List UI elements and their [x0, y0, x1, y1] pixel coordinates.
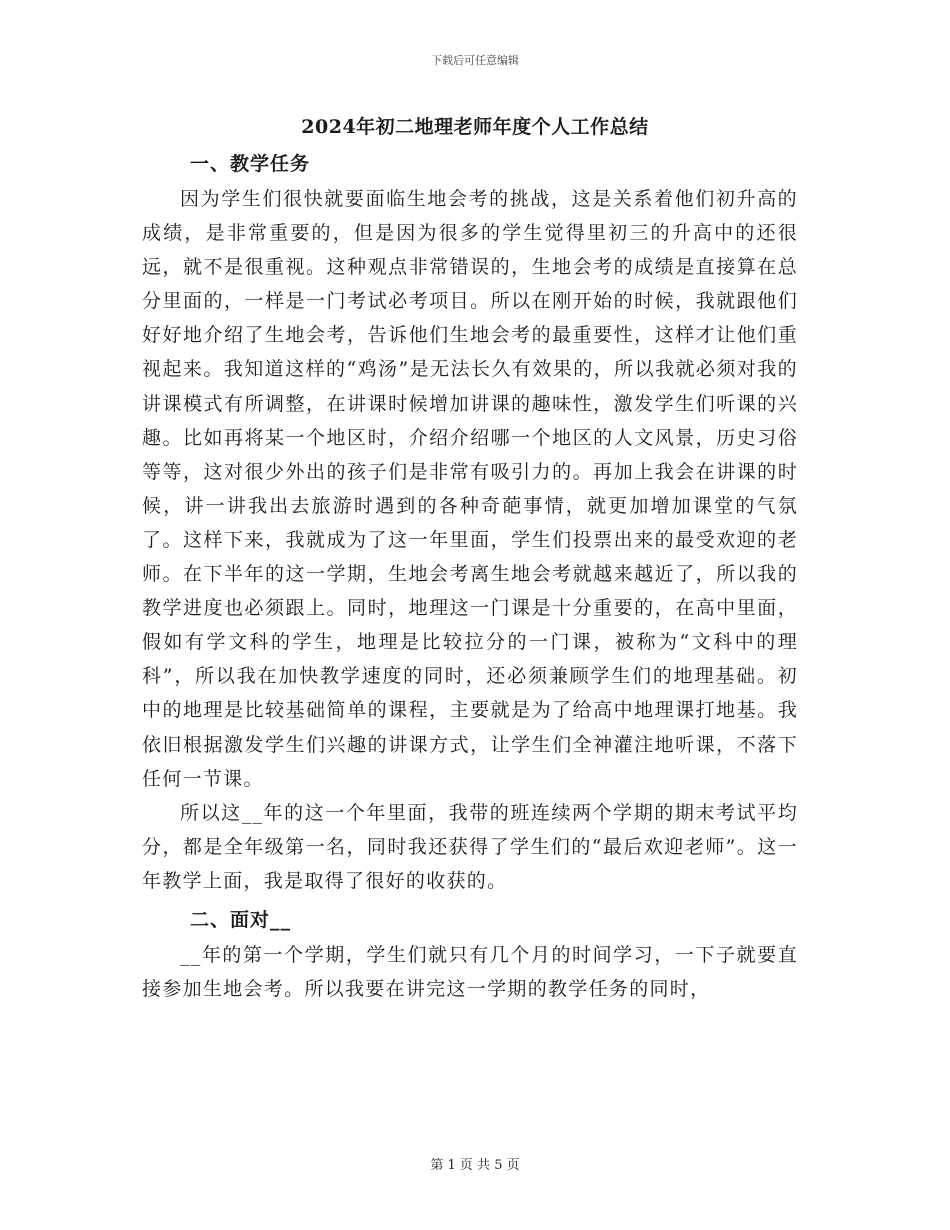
document-body: [142, 146, 798, 1006]
header-note: 下载后可任意编辑: [431, 54, 519, 67]
paragraph: 所以这__年的这一个年里面，我带的班连续两个学期的期末考试平均分，都是全年级第一名，同时我还获得了学生们的“最后欢迎老师”。这一年教学上面，我是取得了很好的收获的。: [142, 801, 798, 892]
document-title: 2024年初二地理老师年度个人工作总结: [301, 116, 649, 138]
paragraph: __年的第一个学期，学生们就只有几个月的时间学习，一下子就要直接参加生地会考。所以我要在讲完这一学期的教学任务的同时，: [142, 943, 798, 1001]
section-heading-facing: 二、面对__: [190, 908, 292, 931]
section-heading-teaching-tasks: 一、教学任务: [190, 153, 311, 175]
paragraph: 因为学生们很快就要面临生地会考的挑战，这是关系着他们初升高的成绩，是非常重要的，但是因为很多的学生觉得里初三的升高中的还很远，就不是很重视。这种观点非常错误的，生地会考的成绩是直接算在总分里面的，一样是一门考试必考项目。所以在刚开始的时候，我就跟他们好好地介绍了生地会考，告诉他们生地会考的最重要性，这样才让他们重视起来。我知道这样的“鸡汤”是无法长久有效果的，所以我就必须对我的讲课模式有所调整，在讲课时候增加讲课的趣味性，激发学生们听课的兴趣。比如再将某一个地区时，介绍介绍哪一个地区的人文风景，历史习俗等等，这对很少外出的孩子们是非常有吸引力的。再加上我会在讲课的时候，讲一讲我出去旅游时遇到的各种奇葩事情，就更加增加课堂的气氛了。这样下来，我就成为了这一年里面，学生们投票出来的最受欢迎的老师。在下半年的这一学期，生地会考离生地会考就越来越近了，所以我的教学进度也必须跟上。同时，地理这一门课是十分重要的，在高中里面，假如有学文科的学生，地理是比较拉分的一门课，被称为“文科中的理科”，所以我在加快教学速度的同时，还必须兼顾学生们的地理基础。初中的地理是比较基础简单的课程，主要就是为了给高中地理课打地基。我依旧根据激发学生们兴趣的讲课方式，让学生们全神灌注地听课，不落下任何一节课。: [142, 188, 798, 790]
page-number: 第 1 页 共 5 页: [430, 1158, 520, 1173]
